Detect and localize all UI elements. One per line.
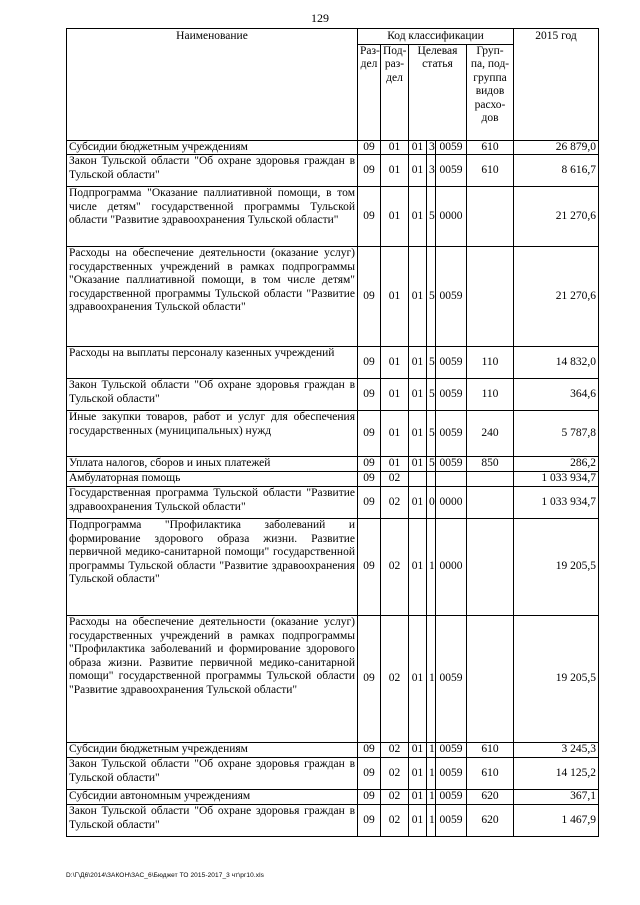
target-program-cell: 01 xyxy=(409,247,427,347)
expense-type-cell: 850 xyxy=(467,457,514,472)
target-direction-cell: 0059 xyxy=(436,379,467,411)
target-direction-cell: 0000 xyxy=(436,187,467,247)
row-name-cell: Субсидии автономным учреждениям xyxy=(67,790,358,805)
row-name-cell: Расходы на обеспечение деятельности (оказание услуг) государственных учреждений в рамках подпрограммы "Оказание паллиативной помощи, в том числе детям" государственной программы Тульской области "Развитие здравоохранения Тульской области" xyxy=(67,247,358,347)
row-name-cell: Амбулаторная помощь xyxy=(67,472,358,487)
amount-2015-cell: 26 879,0 xyxy=(514,140,599,155)
target-program-cell: 01 xyxy=(409,457,427,472)
table-row xyxy=(67,805,599,837)
row-name-cell: Подпрограмма "Оказание паллиативной помощи, в том числе детям" государственной программы Тульской области "Развитие здравоохранения Тульской области" xyxy=(67,187,358,247)
target-direction-cell: 0059 xyxy=(436,140,467,155)
razdel-cell: 09 xyxy=(358,472,381,487)
table-row xyxy=(67,487,599,519)
table-row xyxy=(67,187,599,247)
amount-2015-cell: 1 033 934,7 xyxy=(514,472,599,487)
table-row xyxy=(67,247,599,347)
amount-2015-cell: 286,2 xyxy=(514,457,599,472)
target-program-cell: 01 xyxy=(409,379,427,411)
razdel-cell: 09 xyxy=(358,790,381,805)
target-subprogram-cell: 5 xyxy=(427,411,436,457)
table-row xyxy=(67,457,599,472)
amount-2015-cell: 21 270,6 xyxy=(514,187,599,247)
expense-type-cell xyxy=(467,519,514,616)
podrazdel-cell: 02 xyxy=(381,743,409,758)
amount-2015-cell: 3 245,3 xyxy=(514,743,599,758)
target-program-cell: 01 xyxy=(409,743,427,758)
target-program-cell xyxy=(409,472,427,487)
header-target: Целевая статья xyxy=(409,44,467,140)
podrazdel-cell: 02 xyxy=(381,472,409,487)
razdel-cell: 09 xyxy=(358,155,381,187)
target-subprogram-cell: 0 xyxy=(427,487,436,519)
target-direction-cell: 0059 xyxy=(436,790,467,805)
target-program-cell: 01 xyxy=(409,805,427,837)
podrazdel-cell: 02 xyxy=(381,487,409,519)
target-program-cell: 01 xyxy=(409,411,427,457)
target-program-cell: 01 xyxy=(409,155,427,187)
budget-table xyxy=(66,28,599,837)
target-program-cell: 01 xyxy=(409,140,427,155)
file-path-footer: D:\Г\Д6\2014\ЗАКОН\ЗАС_6\Бюджет ТО 2015-2017_3 чт\рг10.xls xyxy=(66,872,265,879)
target-direction-cell: 0059 xyxy=(436,247,467,347)
target-subprogram-cell: 5 xyxy=(427,347,436,379)
podrazdel-cell: 02 xyxy=(381,805,409,837)
amount-2015-cell: 5 787,8 xyxy=(514,411,599,457)
expense-type-cell: 620 xyxy=(467,790,514,805)
target-direction-cell: 0059 xyxy=(436,758,467,790)
target-direction-cell: 0059 xyxy=(436,805,467,837)
razdel-cell: 09 xyxy=(358,519,381,616)
table-row xyxy=(67,472,599,487)
expense-type-cell xyxy=(467,472,514,487)
table-row xyxy=(67,140,599,155)
header-subsection: Под- раз- дел xyxy=(381,44,409,140)
expense-type-cell xyxy=(467,487,514,519)
target-subprogram-cell: 1 xyxy=(427,805,436,837)
table-row xyxy=(67,616,599,743)
table-row xyxy=(67,347,599,379)
target-subprogram-cell: 3 xyxy=(427,155,436,187)
podrazdel-cell: 01 xyxy=(381,140,409,155)
header-name: Наименование xyxy=(67,29,358,141)
razdel-cell: 09 xyxy=(358,758,381,790)
expense-type-cell: 110 xyxy=(467,347,514,379)
razdel-cell: 09 xyxy=(358,487,381,519)
target-subprogram-cell: 1 xyxy=(427,790,436,805)
header-year: 2015 год xyxy=(514,29,599,141)
podrazdel-cell: 01 xyxy=(381,457,409,472)
expense-type-cell: 240 xyxy=(467,411,514,457)
row-name-cell: Закон Тульской области "Об охране здоровья граждан в Тульской области" xyxy=(67,155,358,187)
target-program-cell: 01 xyxy=(409,519,427,616)
table-row xyxy=(67,519,599,616)
razdel-cell: 09 xyxy=(358,247,381,347)
amount-2015-cell: 14 125,2 xyxy=(514,758,599,790)
razdel-cell: 09 xyxy=(358,743,381,758)
target-direction-cell: 0059 xyxy=(436,616,467,743)
header-code: Код классификации xyxy=(358,29,514,45)
target-direction-cell: 0059 xyxy=(436,457,467,472)
target-direction-cell: 0059 xyxy=(436,743,467,758)
amount-2015-cell: 8 616,7 xyxy=(514,155,599,187)
target-direction-cell: 0059 xyxy=(436,155,467,187)
podrazdel-cell: 02 xyxy=(381,616,409,743)
razdel-cell: 09 xyxy=(358,140,381,155)
table-row xyxy=(67,758,599,790)
target-subprogram-cell: 1 xyxy=(427,616,436,743)
target-direction-cell: 0000 xyxy=(436,519,467,616)
target-subprogram-cell: 5 xyxy=(427,187,436,247)
row-name-cell: Уплата налогов, сборов и иных платежей xyxy=(67,457,358,472)
target-subprogram-cell: 1 xyxy=(427,519,436,616)
expense-type-cell xyxy=(467,187,514,247)
target-subprogram-cell: 5 xyxy=(427,247,436,347)
expense-type-cell: 610 xyxy=(467,155,514,187)
expense-type-cell xyxy=(467,616,514,743)
amount-2015-cell: 1 033 934,7 xyxy=(514,487,599,519)
target-subprogram-cell xyxy=(427,472,436,487)
table-row xyxy=(67,790,599,805)
podrazdel-cell: 01 xyxy=(381,379,409,411)
amount-2015-cell: 14 832,0 xyxy=(514,347,599,379)
table-row xyxy=(67,411,599,457)
table-row xyxy=(67,155,599,187)
expense-type-cell: 110 xyxy=(467,379,514,411)
podrazdel-cell: 02 xyxy=(381,519,409,616)
target-program-cell: 01 xyxy=(409,347,427,379)
amount-2015-cell: 364,6 xyxy=(514,379,599,411)
expense-type-cell: 620 xyxy=(467,805,514,837)
header-section: Раз- дел xyxy=(358,44,381,140)
razdel-cell: 09 xyxy=(358,411,381,457)
page-number: 129 xyxy=(311,11,329,25)
razdel-cell: 09 xyxy=(358,379,381,411)
razdel-cell: 09 xyxy=(358,805,381,837)
target-program-cell: 01 xyxy=(409,616,427,743)
razdel-cell: 09 xyxy=(358,347,381,379)
razdel-cell: 09 xyxy=(358,187,381,247)
target-subprogram-cell: 1 xyxy=(427,743,436,758)
row-name-cell: Иные закупки товаров, работ и услуг для обеспечения государственных (муниципальных) нужд xyxy=(67,411,358,457)
razdel-cell: 09 xyxy=(358,457,381,472)
row-name-cell: Государственная программа Тульской области "Развитие здравоохранения Тульской области" xyxy=(67,487,358,519)
target-direction-cell: 0059 xyxy=(436,347,467,379)
expense-type-cell: 610 xyxy=(467,140,514,155)
podrazdel-cell: 01 xyxy=(381,247,409,347)
row-name-cell: Закон Тульской области "Об охране здоровья граждан в Тульской области" xyxy=(67,379,358,411)
podrazdel-cell: 02 xyxy=(381,790,409,805)
row-name-cell: Закон Тульской области "Об охране здоровья граждан в Тульской области" xyxy=(67,758,358,790)
header-group: Груп- па, под- группа видов расхо- дов xyxy=(467,44,514,140)
podrazdel-cell: 01 xyxy=(381,347,409,379)
row-name-cell: Субсидии бюджетным учреждениям xyxy=(67,140,358,155)
target-direction-cell: 0000 xyxy=(436,487,467,519)
expense-type-cell: 610 xyxy=(467,758,514,790)
row-name-cell: Расходы на обеспечение деятельности (оказание услуг) государственных учреждений в рамках подпрограммы "Профилактика заболеваний и формирование здорового образа жизни. Развитие первичной медико-санитарной помощи" государственной программы Тульской области "Развитие здравоохранения Тульской области" xyxy=(67,616,358,743)
podrazdel-cell: 01 xyxy=(381,155,409,187)
target-program-cell: 01 xyxy=(409,487,427,519)
target-direction-cell: 0059 xyxy=(436,411,467,457)
row-name-cell: Расходы на выплаты персоналу казенных учреждений xyxy=(67,347,358,379)
target-program-cell: 01 xyxy=(409,758,427,790)
target-subprogram-cell: 1 xyxy=(427,758,436,790)
expense-type-cell: 610 xyxy=(467,743,514,758)
podrazdel-cell: 01 xyxy=(381,187,409,247)
row-name-cell: Субсидии бюджетным учреждениям xyxy=(67,743,358,758)
razdel-cell: 09 xyxy=(358,616,381,743)
amount-2015-cell: 1 467,9 xyxy=(514,805,599,837)
target-direction-cell xyxy=(436,472,467,487)
target-subprogram-cell: 5 xyxy=(427,379,436,411)
target-program-cell: 01 xyxy=(409,790,427,805)
target-subprogram-cell: 3 xyxy=(427,140,436,155)
row-name-cell: Подпрограмма "Профилактика заболеваний и формирование здорового образа жизни. Развитие первичной медико-санитарной помощи" государственной программы Тульской области "Развитие здравоохранения Тульской области" xyxy=(67,519,358,616)
amount-2015-cell: 21 270,6 xyxy=(514,247,599,347)
target-program-cell: 01 xyxy=(409,187,427,247)
amount-2015-cell: 367,1 xyxy=(514,790,599,805)
table-row xyxy=(67,743,599,758)
row-name-cell: Закон Тульской области "Об охране здоровья граждан в Тульской области" xyxy=(67,805,358,837)
amount-2015-cell: 19 205,5 xyxy=(514,519,599,616)
target-subprogram-cell: 5 xyxy=(427,457,436,472)
podrazdel-cell: 02 xyxy=(381,758,409,790)
table-row xyxy=(67,379,599,411)
amount-2015-cell: 19 205,5 xyxy=(514,616,599,743)
podrazdel-cell: 01 xyxy=(381,411,409,457)
expense-type-cell xyxy=(467,247,514,347)
